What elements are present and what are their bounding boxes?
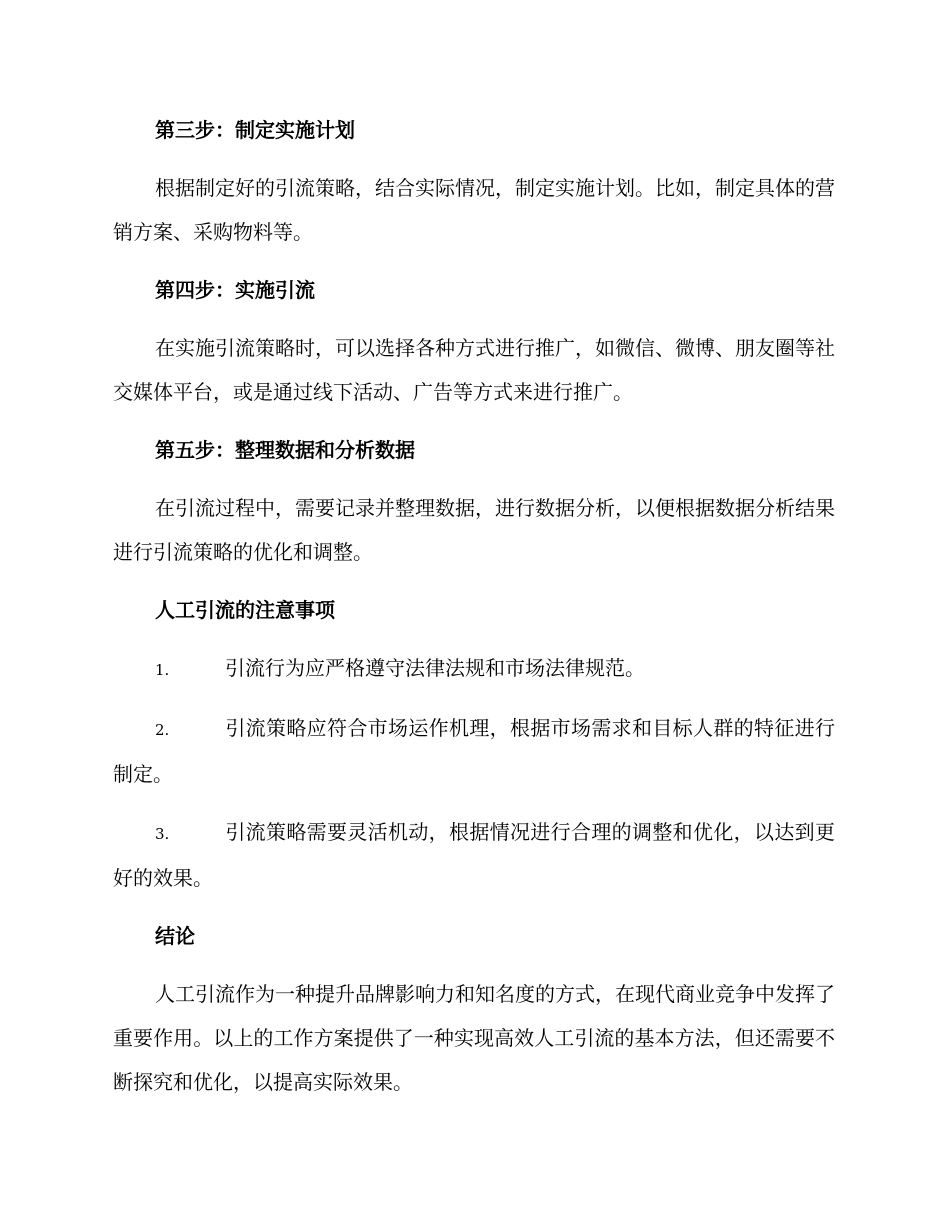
list-item-text: 引流策略应符合市场运作机理，根据市场需求和目标人群的特征进行制定。 xyxy=(113,716,835,786)
list-item-number: 3. xyxy=(155,825,170,843)
paragraph-step3: 根据制定好的引流策略，结合实际情况，制定实施计划。比如，制定具体的营销方案、采购物料等。 xyxy=(113,176,835,244)
list-item xyxy=(113,706,835,796)
section-heading-conclusion: 结论 xyxy=(155,924,195,948)
list-item-text: 引流行为应严格遵守法律法规和市场法律规范。 xyxy=(225,656,645,680)
section-heading-notes: 人工引流的注意事项 xyxy=(155,598,335,622)
paragraph-step5: 在引流过程中，需要记录并整理数据，进行数据分析，以便根据数据分析结果进行引流策略的优化和调整。 xyxy=(113,496,835,564)
document-content xyxy=(113,108,835,1118)
paragraph-conclusion: 人工引流作为一种提升品牌影响力和知名度的方式，在现代商业竞争中发挥了重要作用。以上的工作方案提供了一种实现高效人工引流的基本方法，但还需要不断探究和优化，以提高实际效果。 xyxy=(113,982,835,1094)
list-item xyxy=(113,646,835,692)
list-item-number: 2. xyxy=(155,721,170,739)
paragraph-step4: 在实施引流策略时，可以选择各种方式进行推广，如微信、微博、朋友圈等社交媒体平台，或是通过线下活动、广告等方式来进行推广。 xyxy=(113,336,835,404)
list-item-text: 引流策略需要灵活机动，根据情况进行合理的调整和优化，以达到更好的效果。 xyxy=(113,820,835,890)
section-heading-step5: 第五步：整理数据和分析数据 xyxy=(155,438,415,462)
section-heading-step3: 第三步：制定实施计划 xyxy=(155,118,355,142)
list-item xyxy=(113,810,835,900)
section-heading-step4: 第四步：实施引流 xyxy=(155,278,315,302)
list-item-number: 1. xyxy=(155,661,170,679)
